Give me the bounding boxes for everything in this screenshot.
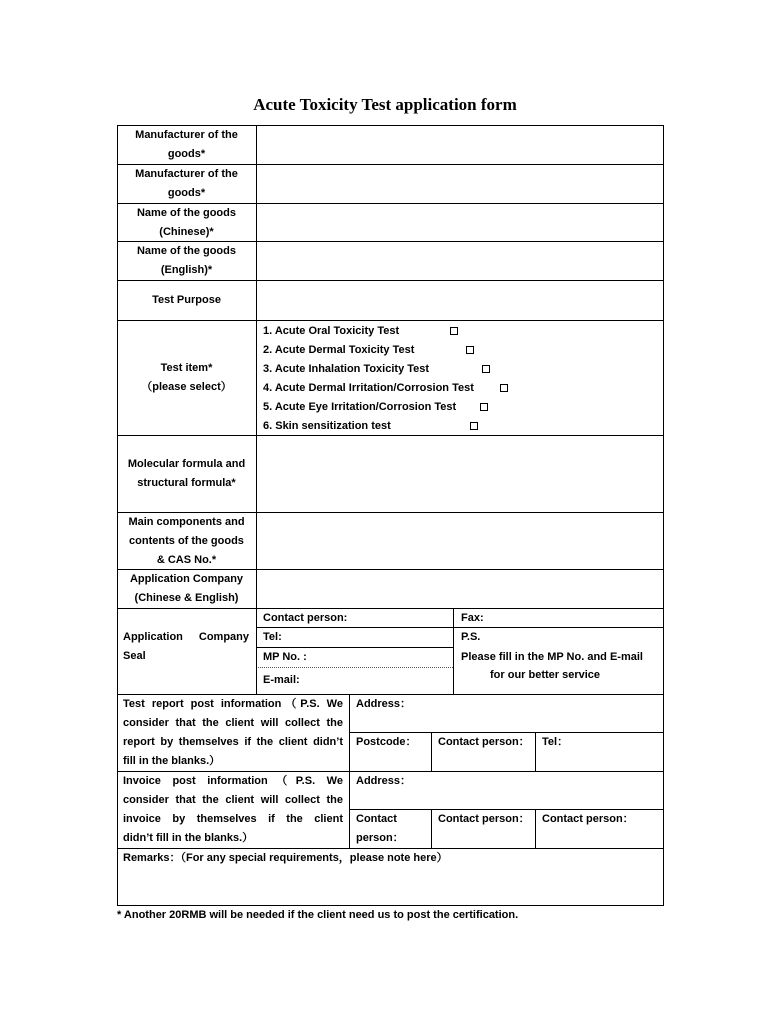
- label-test-item: Test item* （please select）: [141, 362, 232, 393]
- report-tel-label: Tel：: [542, 736, 569, 748]
- checkbox-skin-sensitization[interactable]: [470, 422, 478, 430]
- label-name-chinese: Name of the goods (Chinese)*: [136, 206, 236, 238]
- checkbox-dermal-irritation[interactable]: [500, 384, 508, 392]
- mp-no-label: MP No. :: [263, 651, 307, 663]
- label-manufacturer-2: Manufacturer of the goods*: [135, 168, 238, 199]
- label-invoice-post: Invoice post information（P.S. We consider that the client will collect the invoice by themselves if the client didn’t fill in the blanks.）: [123, 775, 343, 844]
- name-chinese-field[interactable]: [257, 204, 663, 241]
- fax-label: Fax:: [461, 612, 484, 624]
- invoice-contact-b-label: Contact person：: [438, 813, 530, 825]
- tel-label: Tel:: [263, 631, 282, 643]
- remarks-field[interactable]: [118, 868, 663, 905]
- label-main-components: Main components and contents of the goods & CAS No.*: [128, 515, 245, 566]
- report-postcode-label: Postcode：: [356, 736, 417, 748]
- label-molecular-formula: Molecular formula and structural formula*: [127, 458, 246, 489]
- label-manufacturer-1: Manufacturer of the goods*: [135, 129, 238, 160]
- label-test-purpose: Test Purpose: [152, 294, 221, 306]
- test-option-dermal: 2. Acute Dermal Toxicity Test: [263, 344, 415, 356]
- checkbox-inhalation[interactable]: [482, 365, 490, 373]
- test-option-oral: 1. Acute Oral Toxicity Test: [263, 325, 400, 337]
- label-name-english: Name of the goods (English)*: [136, 245, 236, 276]
- checkbox-dermal[interactable]: [466, 346, 474, 354]
- test-purpose-field[interactable]: [257, 281, 663, 320]
- test-option-eye-irritation: 5. Acute Eye Irritation/Corrosion Test: [263, 401, 457, 413]
- report-address-label: Address：: [356, 698, 412, 710]
- invoice-contact-a-label: Contact person：: [356, 813, 404, 844]
- invoice-contact-c-label: Contact person：: [542, 813, 634, 825]
- main-components-field[interactable]: [257, 513, 663, 569]
- name-english-field[interactable]: [257, 242, 663, 280]
- test-option-inhalation: 3. Acute Inhalation Toxicity Test: [263, 363, 430, 375]
- manufacturer-1-field[interactable]: [257, 126, 663, 164]
- test-option-skin-sensitization: 6. Skin sensitization test: [263, 420, 391, 432]
- email-label: E-mail:: [263, 674, 300, 686]
- form-title: Acute Toxicity Test application form: [253, 95, 517, 114]
- molecular-formula-field[interactable]: [257, 436, 663, 512]
- label-application-company: Application Company (Chinese & English): [129, 573, 244, 604]
- footnote: * Another 20RMB will be needed if the client need us to post the certification.: [117, 909, 519, 921]
- remarks-label: Remarks：（For any special requirements，please note here）: [123, 852, 448, 864]
- application-company-field[interactable]: [257, 570, 663, 608]
- ps-label: P.S.: [461, 631, 481, 643]
- label-company-seal: Application Company Seal: [123, 631, 249, 662]
- manufacturer-2-field[interactable]: [257, 165, 663, 203]
- contact-person-label: Contact person:: [263, 612, 348, 624]
- mp-email-note: Please fill in the MP No. and E-mail: [461, 651, 643, 663]
- checkbox-eye-irritation[interactable]: [480, 403, 488, 411]
- label-report-post: Test report post information（P.S. We consider that the client will collect the report by themselves if the client didn’t fill in the blanks.）: [123, 698, 343, 767]
- mp-email-note-2: for our better service: [490, 669, 601, 681]
- test-option-dermal-irritation: 4. Acute Dermal Irritation/Corrosion Test: [263, 382, 474, 394]
- checkbox-oral[interactable]: [450, 327, 458, 335]
- report-contact-label: Contact person：: [438, 736, 530, 748]
- invoice-address-label: Address：: [356, 775, 412, 787]
